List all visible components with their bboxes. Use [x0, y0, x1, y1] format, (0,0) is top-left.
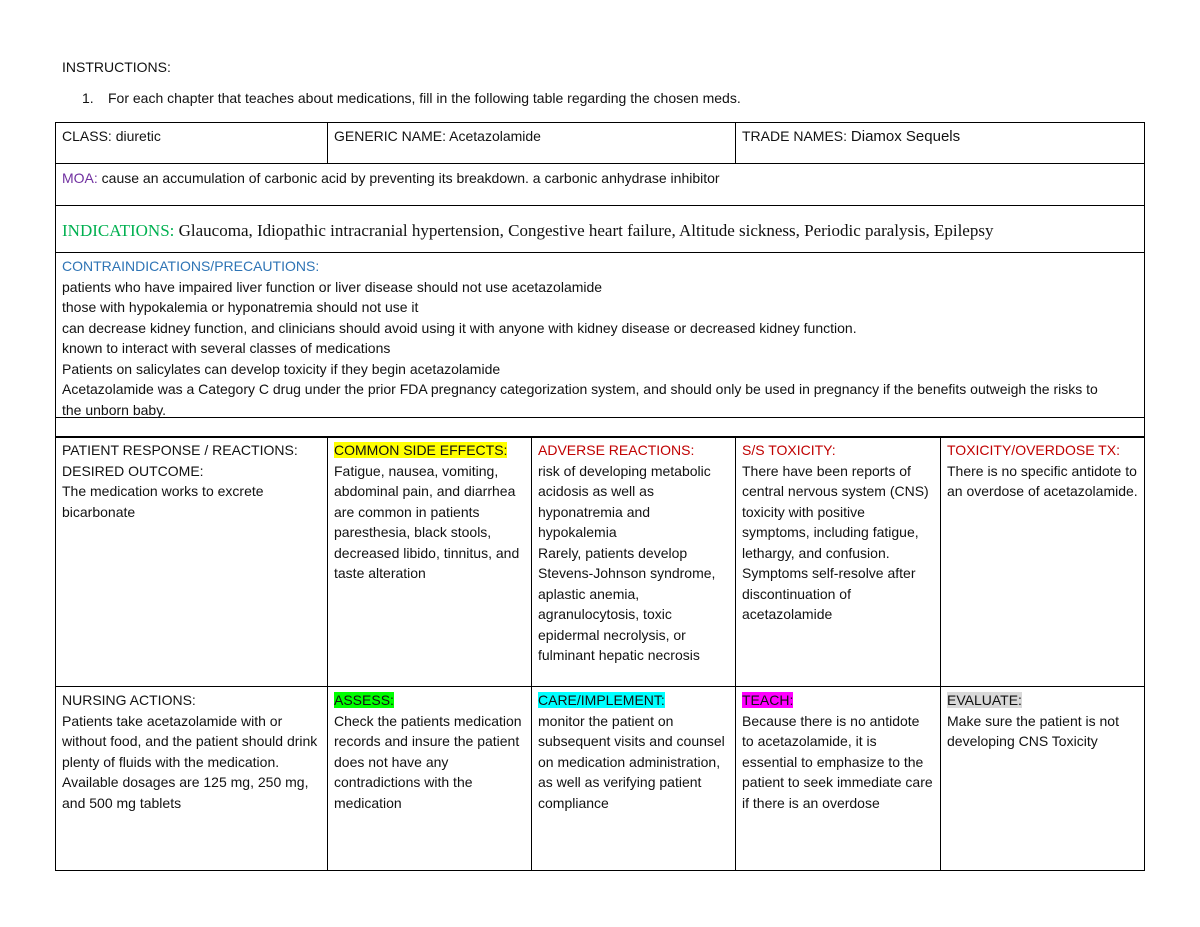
generic-value: Acetazolamide [449, 128, 541, 144]
patient-response-cell [56, 438, 326, 524]
contraindication-line: Patients on salicylates can develop toxicity if they begin acetazolamide [62, 360, 501, 377]
indications-text: Glaucoma, Idiopathic intracranial hypertension, Congestive heart failure, Altitude sickness, Periodic paralysis, Epilepsy [178, 221, 994, 240]
divider [55, 205, 1145, 206]
care-cell [532, 688, 735, 815]
desired-outcome-text: The medication works to excrete bicarbonate [62, 483, 264, 520]
moa-text: cause an accumulation of carbonic acid by preventing its breakdown. a carbonic anhydrase inhibitor [101, 170, 720, 186]
divider [55, 252, 1145, 253]
care-text: monitor the patient on subsequent visits and counsel on medication administration, as well as verifying patient compliance [538, 712, 725, 811]
divider [55, 163, 1145, 164]
evaluate-label: EVALUATE: [947, 692, 1022, 708]
contraindication-line: those with hypokalemia or hyponatremia should not use it [62, 299, 419, 315]
contraindications-label: CONTRAINDICATIONS/PRECAUTIONS: [62, 258, 320, 274]
toxicity-cell [736, 438, 940, 627]
moa-cell [56, 166, 1144, 191]
assess-cell [328, 688, 531, 815]
instructions-heading: INSTRUCTIONS: [62, 59, 171, 75]
overdose-label: TOXICITY/OVERDOSE TX: [947, 442, 1120, 458]
nursing-actions-cell [56, 688, 326, 815]
side-effects-label: COMMON SIDE EFFECTS: [334, 442, 508, 458]
contraindication-line: Acetazolamide was a Category C drug under the prior FDA pregnancy categorization system, and should only be used in pregnancy if the benefits outweigh the risks to the unborn baby. [62, 381, 1098, 418]
side-effects-text: Fatigue, nausea, vomiting, abdominal pain, and diarrhea are common in patients [334, 462, 516, 520]
trade-value: Diamox Sequels [850, 128, 961, 145]
toxicity-text: There have been reports of central nervous system (CNS) toxicity with positive symptoms, including fatigue, lethargy, and confusion. Symptoms self-resolve after discontinuation of acetazolamide [742, 462, 929, 622]
teach-text: Because there is no antidote to acetazolamide, it is essential to emphasize to the patient to seek immediate care if there is an overdose [742, 712, 933, 811]
adverse-text: risk of developing metabolic acidosis as well as hyponatremia and hypokalemia [538, 462, 711, 540]
teach-cell [736, 688, 940, 815]
nursing-actions-text: Patients take acetazolamide with or without food, and the patient should drink plenty of fluids with the medication. Available dosages are 125 mg, 250 mg, and 500 mg tablets [62, 712, 318, 811]
assess-label: ASSESS: [334, 692, 394, 708]
side-effects-cell [328, 438, 531, 586]
trade-name-cell [736, 124, 1144, 150]
toxicity-label: S/S TOXICITY: [742, 442, 836, 458]
indications-cell [56, 217, 1144, 245]
overdose-text: There is no specific antidote to an overdose of acetazolamide. [947, 462, 1138, 499]
contraindication-line: can decrease kidney function, and clinicians should avoid using it with anyone with kidney disease or decreased kidney function. [62, 319, 857, 336]
item-number: 1. [82, 90, 94, 106]
class-value: diuretic [115, 128, 161, 144]
adverse-text: Rarely, patients develop Stevens-Johnson syndrome, aplastic anemia, agranulocytosis, toxic epidermal necrolysis, or fulminant hepatic necrosis [538, 544, 716, 663]
generic-name-cell [328, 124, 734, 149]
moa-label: MOA: [62, 170, 98, 186]
evaluate-text: Make sure the patient is not developing CNS Toxicity [947, 712, 1119, 749]
evaluate-cell [941, 688, 1144, 754]
contraindication-line: known to interact with several classes of medications [62, 340, 391, 356]
nursing-actions-label: NURSING ACTIONS: [62, 692, 196, 708]
teach-label: TEACH: [742, 692, 794, 708]
patient-response-label: PATIENT RESPONSE / REACTIONS: [62, 442, 298, 458]
trade-label: TRADE NAMES: [742, 128, 848, 144]
item-text: For each chapter that teaches about medications, fill in the following table regarding the chosen meds. [108, 90, 741, 106]
class-label: CLASS: [62, 128, 112, 144]
side-effects-text: paresthesia, black stools, decreased libido, tinnitus, and taste alteration [334, 524, 520, 581]
desired-outcome-label: DESIRED OUTCOME: [62, 462, 204, 479]
overdose-cell [941, 438, 1144, 504]
indications-label: INDICATIONS: [62, 221, 175, 240]
contraindications-cell [56, 254, 1126, 422]
instructions-item [82, 90, 741, 106]
adverse-label: ADVERSE REACTIONS: [538, 442, 695, 458]
contraindication-line: patients who have impaired liver function or liver disease should not use acetazolamide [62, 278, 603, 295]
class-cell [56, 124, 326, 149]
care-label: CARE/IMPLEMENT: [538, 692, 665, 708]
generic-label: GENERIC NAME: [334, 128, 447, 144]
adverse-reactions-cell [532, 438, 735, 668]
assess-text: Check the patients medication records and insure the patient does not have any contradictions with the medication [334, 712, 522, 811]
divider [55, 686, 1145, 687]
